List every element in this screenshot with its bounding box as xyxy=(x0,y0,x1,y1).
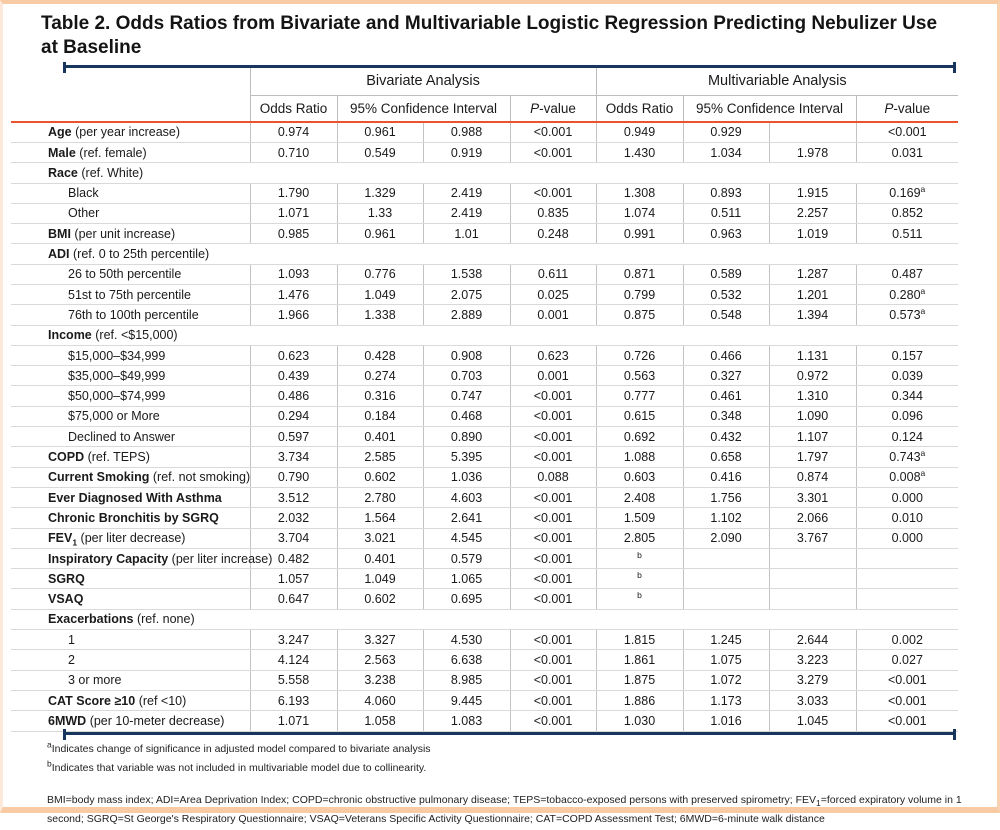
column-header-row xyxy=(11,95,958,122)
cell-value xyxy=(683,569,769,589)
cell-value: 0.603 xyxy=(596,467,683,487)
cell-value: 1.308 xyxy=(596,183,683,203)
table-row xyxy=(11,630,958,650)
cell-value: 2.805 xyxy=(596,528,683,548)
cell-value: 0.548 xyxy=(683,305,769,325)
cell-value: <0.001 xyxy=(510,142,596,162)
group-header-bivariate: Bivariate Analysis xyxy=(250,68,596,96)
cell-value: 0.647 xyxy=(250,589,337,609)
cell-value: <0.001 xyxy=(856,690,958,710)
cell-value: 1.049 xyxy=(337,285,423,305)
cell-value: <0.001 xyxy=(856,670,958,690)
cell-value: 1.083 xyxy=(423,711,510,731)
cell-value: 0.439 xyxy=(250,366,337,386)
cell-value: 3.033 xyxy=(769,690,856,710)
cell-value: 0.893 xyxy=(683,183,769,203)
table-row xyxy=(11,528,958,548)
cell-value: 0.875 xyxy=(596,305,683,325)
row-label: Inspiratory Capacity (per liter increase) xyxy=(11,548,250,568)
cell-value: 0.991 xyxy=(596,224,683,244)
row-label: Income (ref. <$15,000) xyxy=(11,325,958,345)
cell-value: 5.395 xyxy=(423,447,510,467)
row-label: 1 xyxy=(11,630,250,650)
table-row xyxy=(11,569,958,589)
cell-value: <0.001 xyxy=(510,487,596,507)
cell-value xyxy=(769,569,856,589)
cell-value: <0.001 xyxy=(510,569,596,589)
table-row xyxy=(11,406,958,426)
cell-value: 1.034 xyxy=(683,142,769,162)
cell-value: <0.001 xyxy=(510,122,596,143)
cell-value: 1.072 xyxy=(683,670,769,690)
cell-value: 0.695 xyxy=(423,589,510,609)
cell-value: 0.949 xyxy=(596,122,683,143)
cell-value: 0.692 xyxy=(596,427,683,447)
cell-value: 0.031 xyxy=(856,142,958,162)
table-row xyxy=(11,285,958,305)
table-row xyxy=(11,183,958,203)
cell-value: 0.482 xyxy=(250,548,337,568)
header-blank-cell xyxy=(11,68,250,96)
cell-value: 1.016 xyxy=(683,711,769,731)
cell-value: 0.623 xyxy=(510,345,596,365)
cell-value: 2.644 xyxy=(769,630,856,650)
cell-value: 1.019 xyxy=(769,224,856,244)
table-row xyxy=(11,366,958,386)
row-label: Declined to Answer xyxy=(11,427,250,447)
cell-value: 0.611 xyxy=(510,264,596,284)
cell-value: 2.889 xyxy=(423,305,510,325)
cell-value: 0.511 xyxy=(856,224,958,244)
cell-value: 0.743$^a$ xyxy=(856,447,958,467)
cell-value xyxy=(856,548,958,568)
table-title: Table 2. Odds Ratios from Bivariate and Multivariable Logistic Regression Predicting Nebulizer Use at Baseline xyxy=(41,13,938,59)
section-row xyxy=(11,325,958,345)
cell-value: 0.008$^a$ xyxy=(856,467,958,487)
header-blank-cell xyxy=(11,95,250,122)
cell-value: 0.549 xyxy=(337,142,423,162)
table-row xyxy=(11,345,958,365)
cell-value: 0.416 xyxy=(683,467,769,487)
table-row xyxy=(11,122,958,143)
cell-value: 3.279 xyxy=(769,670,856,690)
cell-value: b xyxy=(596,569,683,589)
cell-value: 1.797 xyxy=(769,447,856,467)
cell-value: 0.835 xyxy=(510,203,596,223)
cell-value: 0.890 xyxy=(423,427,510,447)
cell-value: 1.33 xyxy=(337,203,423,223)
cell-value: 4.060 xyxy=(337,690,423,710)
cell-value: 0.169$^a$ xyxy=(856,183,958,203)
cell-value: 1.088 xyxy=(596,447,683,467)
cell-value: 1.287 xyxy=(769,264,856,284)
row-label: Age (per year increase) xyxy=(11,122,250,143)
cell-value: <0.001 xyxy=(510,589,596,609)
cell-value: 0.025 xyxy=(510,285,596,305)
row-label: SGRQ xyxy=(11,569,250,589)
cell-value: 0.974 xyxy=(250,122,337,143)
cell-value: 1.102 xyxy=(683,508,769,528)
cell-value: 0.908 xyxy=(423,345,510,365)
cell-value: 0.985 xyxy=(250,224,337,244)
header-p-value-bivariate: P-value xyxy=(510,95,596,122)
row-label: Male (ref. female) xyxy=(11,142,250,162)
table-row xyxy=(11,264,958,284)
odds-ratio-table xyxy=(11,68,958,732)
table-row xyxy=(11,508,958,528)
cell-value: 0.573$^a$ xyxy=(856,305,958,325)
table-row xyxy=(11,548,958,568)
cell-value: 4.603 xyxy=(423,487,510,507)
cell-value: 0.280$^a$ xyxy=(856,285,958,305)
row-label: CAT Score ≥10 (ref <10) xyxy=(11,690,250,710)
cell-value: 0.799 xyxy=(596,285,683,305)
cell-value: 0.184 xyxy=(337,406,423,426)
cell-value: 0.096 xyxy=(856,406,958,426)
cell-value: 2.780 xyxy=(337,487,423,507)
cell-value: <0.001 xyxy=(856,122,958,143)
cell-value: 0.486 xyxy=(250,386,337,406)
cell-value: 1.071 xyxy=(250,203,337,223)
cell-value: 0.777 xyxy=(596,386,683,406)
cell-value: 1.075 xyxy=(683,650,769,670)
cell-value: b xyxy=(596,548,683,568)
cell-value: 0.589 xyxy=(683,264,769,284)
cell-value: 0.602 xyxy=(337,589,423,609)
cell-value: 0.401 xyxy=(337,548,423,568)
cell-value: 0.703 xyxy=(423,366,510,386)
cell-value: 3.734 xyxy=(250,447,337,467)
cell-value: 2.641 xyxy=(423,508,510,528)
cell-value xyxy=(769,589,856,609)
cell-value: 0.157 xyxy=(856,345,958,365)
cell-value: 0.532 xyxy=(683,285,769,305)
cell-value: 1.057 xyxy=(250,569,337,589)
cell-value: 1.338 xyxy=(337,305,423,325)
cell-value: <0.001 xyxy=(510,508,596,528)
header-confidence-interval-bivariate: 95% Confidence Interval xyxy=(337,95,510,122)
group-header-multivariable: Multivariable Analysis xyxy=(596,68,958,96)
row-label: Black xyxy=(11,183,250,203)
cell-value: 2.075 xyxy=(423,285,510,305)
table-row xyxy=(11,690,958,710)
cell-value: 0.461 xyxy=(683,386,769,406)
section-row xyxy=(11,244,958,264)
table-row xyxy=(11,670,958,690)
cell-value: 1.201 xyxy=(769,285,856,305)
cell-value: 0.002 xyxy=(856,630,958,650)
cell-value: 0.747 xyxy=(423,386,510,406)
cell-value: 0.428 xyxy=(337,345,423,365)
cell-value: 1.886 xyxy=(596,690,683,710)
cell-value: 1.430 xyxy=(596,142,683,162)
cell-value: <0.001 xyxy=(510,528,596,548)
cell-value: <0.001 xyxy=(510,650,596,670)
cell-value: 0.348 xyxy=(683,406,769,426)
cell-value: 1.509 xyxy=(596,508,683,528)
cell-value: 1.049 xyxy=(337,569,423,589)
cell-value: 1.045 xyxy=(769,711,856,731)
cell-value: 0.039 xyxy=(856,366,958,386)
row-label: 51st to 75th percentile xyxy=(11,285,250,305)
cell-value: 2.090 xyxy=(683,528,769,548)
cell-value: 0.001 xyxy=(510,305,596,325)
row-label: 3 or more xyxy=(11,670,250,690)
cell-value: 0.401 xyxy=(337,427,423,447)
row-label: Race (ref. White) xyxy=(11,163,958,183)
header-odds-ratio-bivariate: Odds Ratio xyxy=(250,95,337,122)
row-label: $35,000–$49,999 xyxy=(11,366,250,386)
cell-value: 1.875 xyxy=(596,670,683,690)
cell-value: 3.238 xyxy=(337,670,423,690)
cell-value: 3.021 xyxy=(337,528,423,548)
cell-value xyxy=(769,548,856,568)
cell-value: <0.001 xyxy=(510,670,596,690)
cell-value: 0.000 xyxy=(856,528,958,548)
section-row xyxy=(11,163,958,183)
footnotes xyxy=(47,739,997,830)
cell-value: 0.563 xyxy=(596,366,683,386)
cell-value: 1.036 xyxy=(423,467,510,487)
cell-value: 9.445 xyxy=(423,690,510,710)
cell-value: 0.790 xyxy=(250,467,337,487)
cell-value: 1.173 xyxy=(683,690,769,710)
header-confidence-interval-multivariable: 95% Confidence Interval xyxy=(683,95,856,122)
cell-value: 0.344 xyxy=(856,386,958,406)
cell-value: 0.511 xyxy=(683,203,769,223)
cell-value: 0.871 xyxy=(596,264,683,284)
section-row xyxy=(11,609,958,629)
cell-value: 2.408 xyxy=(596,487,683,507)
cell-value: 1.915 xyxy=(769,183,856,203)
table-row xyxy=(11,589,958,609)
cell-value: 0.961 xyxy=(337,224,423,244)
cell-value: 5.558 xyxy=(250,670,337,690)
table-row xyxy=(11,224,958,244)
cell-value: <0.001 xyxy=(510,630,596,650)
header-p-value-multivariable: P-value xyxy=(856,95,958,122)
abbreviations: BMI=body mass index; ADI=Area Deprivation Index; COPD=chronic obstructive pulmonary disease; TEPS=tobacco-exposed persons with preserved spirometry; $FEV_1=forced$ expiratory volume in 1 second; SGRQ=St George's Respiratory Questionnaire; VSAQ=Veterans Specific Activity Questionnaire; CAT=COPD Assessment Test; 6MWD=6-minute walk distance xyxy=(47,793,962,826)
group-header-row xyxy=(11,68,958,96)
cell-value: 8.985 xyxy=(423,670,510,690)
cell-value: 1.090 xyxy=(769,406,856,426)
row-label: Other xyxy=(11,203,250,223)
cell-value: 0.466 xyxy=(683,345,769,365)
header-odds-ratio-multivariable: Odds Ratio xyxy=(596,95,683,122)
cell-value: 0.776 xyxy=(337,264,423,284)
cell-value: 6.638 xyxy=(423,650,510,670)
cell-value: 2.032 xyxy=(250,508,337,528)
cell-value: 1.058 xyxy=(337,711,423,731)
cell-value: <0.001 xyxy=(510,183,596,203)
table-row xyxy=(11,711,958,731)
cell-value: 3.704 xyxy=(250,528,337,548)
cell-value: <0.001 xyxy=(510,447,596,467)
cell-value: <0.001 xyxy=(510,406,596,426)
cell-value xyxy=(856,589,958,609)
cell-value: 0.710 xyxy=(250,142,337,162)
cell-value: <0.001 xyxy=(510,427,596,447)
cell-value: 1.756 xyxy=(683,487,769,507)
cell-value: 1.01 xyxy=(423,224,510,244)
cell-value: 1.978 xyxy=(769,142,856,162)
row-label: ADI (ref. 0 to 25th percentile) xyxy=(11,244,958,264)
row-label: Exacerbations (ref. none) xyxy=(11,609,958,629)
cell-value: 0.487 xyxy=(856,264,958,284)
cell-value: 0.327 xyxy=(683,366,769,386)
cell-value: 0.929 xyxy=(683,122,769,143)
cell-value: 1.131 xyxy=(769,345,856,365)
cell-value: 1.093 xyxy=(250,264,337,284)
cell-value: 0.961 xyxy=(337,122,423,143)
footnote-b: $^b$Indicates that variable was not included in multivariable model due to collinearity. xyxy=(47,758,427,775)
cell-value: 1.476 xyxy=(250,285,337,305)
cell-value: 2.066 xyxy=(769,508,856,528)
cell-value: 3.767 xyxy=(769,528,856,548)
cell-value xyxy=(683,548,769,568)
row-label: $75,000 or More xyxy=(11,406,250,426)
cell-value: 0.088 xyxy=(510,467,596,487)
cell-value: 0.294 xyxy=(250,406,337,426)
cell-value: <0.001 xyxy=(510,386,596,406)
cell-value: 0.432 xyxy=(683,427,769,447)
cell-value: 0.919 xyxy=(423,142,510,162)
cell-value: 1.329 xyxy=(337,183,423,203)
row-label: Current Smoking (ref. not smoking) xyxy=(11,467,250,487)
cell-value: 0.874 xyxy=(769,467,856,487)
cell-value: 0.027 xyxy=(856,650,958,670)
row-label: 6MWD (per 10-meter decrease) xyxy=(11,711,250,731)
cell-value: 6.193 xyxy=(250,690,337,710)
cell-value: 0.623 xyxy=(250,345,337,365)
cell-value: 1.030 xyxy=(596,711,683,731)
cell-value: 0.602 xyxy=(337,467,423,487)
cell-value: 0.001 xyxy=(510,366,596,386)
table-top-rule xyxy=(63,65,956,68)
cell-value: 2.419 xyxy=(423,203,510,223)
cell-value: 0.972 xyxy=(769,366,856,386)
cell-value: 0.597 xyxy=(250,427,337,447)
table-body xyxy=(11,122,958,731)
cell-value: 1.966 xyxy=(250,305,337,325)
table-row xyxy=(11,650,958,670)
cell-value: 2.585 xyxy=(337,447,423,467)
cell-value: 0.274 xyxy=(337,366,423,386)
cell-value: <0.001 xyxy=(856,711,958,731)
row-label: 2 xyxy=(11,650,250,670)
table-row xyxy=(11,142,958,162)
cell-value: 0.248 xyxy=(510,224,596,244)
cell-value: 2.563 xyxy=(337,650,423,670)
cell-value: 0.963 xyxy=(683,224,769,244)
cell-value: 3.223 xyxy=(769,650,856,670)
cell-value: 0.658 xyxy=(683,447,769,467)
cell-value: 3.512 xyxy=(250,487,337,507)
cell-value: 2.257 xyxy=(769,203,856,223)
cell-value: 0.010 xyxy=(856,508,958,528)
cell-value: 1.815 xyxy=(596,630,683,650)
row-label: $15,000–$34,999 xyxy=(11,345,250,365)
cell-value: 0.852 xyxy=(856,203,958,223)
row-label: 26 to 50th percentile xyxy=(11,264,250,284)
cell-value: 1.074 xyxy=(596,203,683,223)
cell-value: 0.726 xyxy=(596,345,683,365)
cell-value: 1.538 xyxy=(423,264,510,284)
cell-value: 4.124 xyxy=(250,650,337,670)
cell-value: 1.310 xyxy=(769,386,856,406)
cell-value: 4.545 xyxy=(423,528,510,548)
table-row xyxy=(11,487,958,507)
cell-value: 2.419 xyxy=(423,183,510,203)
table-header xyxy=(11,68,958,122)
cell-value: 0.124 xyxy=(856,427,958,447)
cell-value: <0.001 xyxy=(510,711,596,731)
row-label: Ever Diagnosed With Asthma xyxy=(11,487,250,507)
table-bottom-rule xyxy=(63,732,956,735)
row-label: $FEV_1$ (per liter decrease) xyxy=(11,528,250,548)
row-label: Chronic Bronchitis by SGRQ xyxy=(11,508,250,528)
cell-value: 1.065 xyxy=(423,569,510,589)
row-label: $50,000–$74,999 xyxy=(11,386,250,406)
cell-value: 0.988 xyxy=(423,122,510,143)
row-label: 76th to 100th percentile xyxy=(11,305,250,325)
footnote-a: $^a$Indicates change of significance in adjusted model compared to bivariate analysis xyxy=(47,739,431,755)
cell-value: 0.000 xyxy=(856,487,958,507)
cell-value: 0.316 xyxy=(337,386,423,406)
cell-value: 0.615 xyxy=(596,406,683,426)
cell-value: 0.579 xyxy=(423,548,510,568)
cell-value xyxy=(769,122,856,143)
cell-value: 3.247 xyxy=(250,630,337,650)
table-row xyxy=(11,427,958,447)
cell-value: 3.327 xyxy=(337,630,423,650)
cell-value: 1.790 xyxy=(250,183,337,203)
row-label: COPD (ref. TEPS) xyxy=(11,447,250,467)
table-row xyxy=(11,203,958,223)
table-row xyxy=(11,305,958,325)
table-row xyxy=(11,386,958,406)
cell-value xyxy=(856,569,958,589)
cell-value: b xyxy=(596,589,683,609)
cell-value: 1.107 xyxy=(769,427,856,447)
table-row xyxy=(11,447,958,467)
cell-value: 4.530 xyxy=(423,630,510,650)
row-label: BMI (per unit increase) xyxy=(11,224,250,244)
cell-value: 0.468 xyxy=(423,406,510,426)
cell-value: 1.564 xyxy=(337,508,423,528)
row-label: VSAQ xyxy=(11,589,250,609)
cell-value: <0.001 xyxy=(510,548,596,568)
cell-value: <0.001 xyxy=(510,690,596,710)
cell-value xyxy=(683,589,769,609)
cell-value: 1.071 xyxy=(250,711,337,731)
table-row xyxy=(11,467,958,487)
cell-value: 1.245 xyxy=(683,630,769,650)
cell-value: 1.861 xyxy=(596,650,683,670)
cell-value: 1.394 xyxy=(769,305,856,325)
cell-value: 3.301 xyxy=(769,487,856,507)
